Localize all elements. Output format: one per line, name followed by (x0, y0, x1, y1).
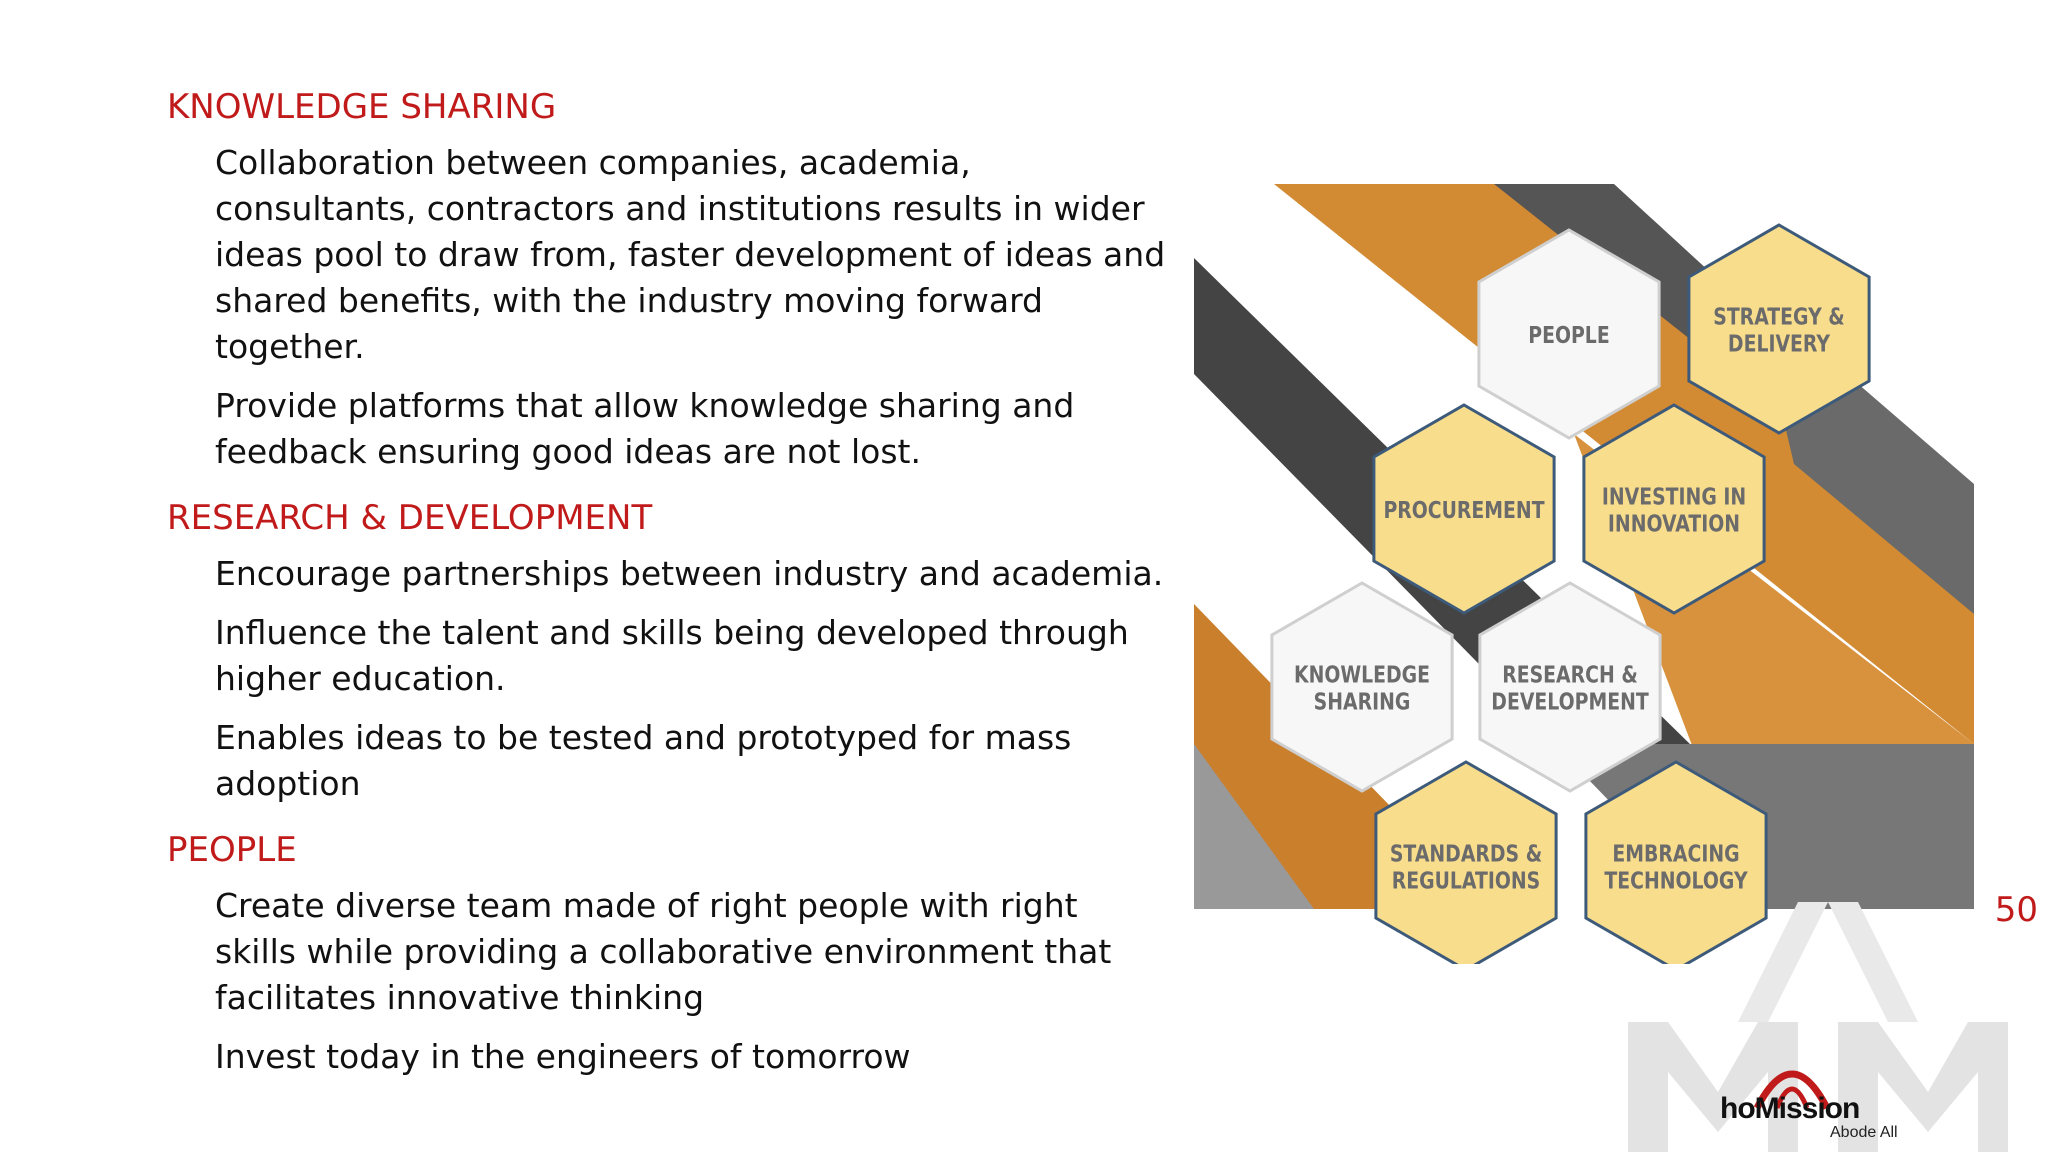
hexagon-label: KNOWLEDGE (1293, 660, 1431, 688)
section-paragraph: Enables ideas to be tested and prototyped for mass adoption (215, 718, 1072, 803)
hexagon-graphic (1194, 184, 1974, 964)
section-paragraph: Create diverse team made of right people with right skills while providing a collaborative environment that facilitates innovative thinking (215, 886, 1112, 1017)
hexagon-label: REGULATIONS (1391, 866, 1541, 894)
hexagon-label: TECHNOLOGY (1604, 866, 1748, 894)
hexagon-label: STRATEGY & (1713, 302, 1845, 330)
company-logo (1720, 1040, 1960, 1140)
section-people (167, 827, 1167, 1080)
section-paragraph: Encourage partnerships between industry and academia. (215, 554, 1164, 593)
logo-text: hoMission (1720, 1092, 1860, 1125)
text-column (167, 84, 1167, 1100)
section-heading: RESEARCH & DEVELOPMENT (167, 498, 653, 538)
page-number: 50 (1994, 890, 2038, 930)
section-heading: KNOWLEDGE SHARING (167, 87, 557, 127)
section-heading: PEOPLE (167, 830, 297, 870)
hexagon-label: INVESTING IN (1601, 482, 1747, 510)
hexagon-label: PEOPLE (1528, 321, 1610, 349)
hexagon-label: STANDARDS & (1389, 839, 1543, 867)
section-paragraph: Influence the talent and skills being developed through higher education. (215, 613, 1129, 698)
section-paragraph: Provide platforms that allow knowledge sharing and feedback ensuring good ideas are not lost. (215, 386, 1075, 471)
hexagon-label: INNOVATION (1607, 509, 1741, 537)
section-paragraph: Collaboration between companies, academia, consultants, contractors and institutions results in wider ideas pool to draw from, faster development of ideas and shared benefits, with the industry moving forward together. (215, 143, 1166, 366)
section-knowledge-sharing (167, 84, 1167, 475)
section-research-development (167, 495, 1167, 807)
section-paragraph: Invest today in the engineers of tomorrow (215, 1037, 911, 1076)
hexagon-label: SHARING (1313, 687, 1411, 715)
hexagon-label: RESEARCH & (1502, 660, 1638, 688)
hexagon-label: EMBRACING (1612, 839, 1740, 867)
hexagon-label: DELIVERY (1727, 329, 1831, 357)
logo-tagline: Abode All (1830, 1124, 1898, 1141)
hexagon-label: DEVELOPMENT (1491, 687, 1649, 715)
hexagon-label: PROCUREMENT (1383, 496, 1545, 524)
